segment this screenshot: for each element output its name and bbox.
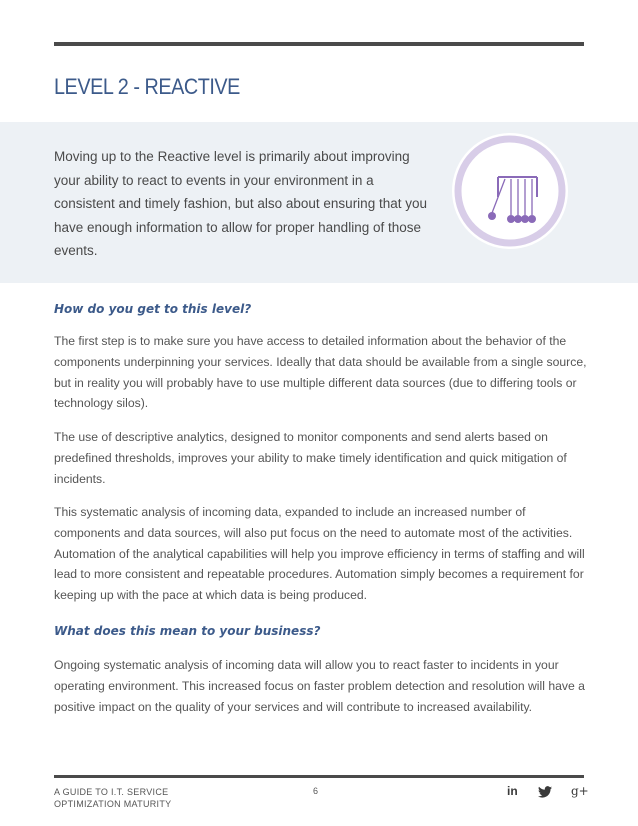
bottom-rule (54, 775, 584, 778)
footer-guide-title (54, 786, 171, 810)
footer-guide-line1: A GUIDE TO I.T. SERVICE (54, 787, 169, 797)
footer-guide-line2: OPTIMIZATION MATURITY (54, 799, 172, 809)
section-heading-business-meaning: What does this mean to your business? (54, 624, 321, 638)
linkedin-icon[interactable]: in (507, 784, 518, 798)
twitter-icon[interactable] (538, 786, 552, 802)
intro-text: Moving up to the Reactive level is primarily about improving your ability to react to events in your environment in a consistent and timely fashion, but also about ensuring that you have enough information to allow for proper handling of those events. (54, 149, 427, 259)
newtons-cradle-badge (452, 133, 568, 249)
paragraph: The use of descriptive analytics, designed to monitor components and send alerts based on predefined thresholds, improves your ability to make timely identification and quick mitigation of incidents. (54, 430, 567, 486)
newtons-cradle-icon (452, 133, 568, 249)
googleplus-icon[interactable]: g+ (571, 784, 589, 798)
page-title: LEVEL 2 - REACTIVE (54, 74, 240, 99)
paragraph: Ongoing systematic analysis of incoming data will allow you to react faster to incidents in your operating environment. This increased focus on faster problem detection and resolution will have a positive impact on the quality of your services and will contribute to increased availability. (54, 658, 585, 714)
paragraph: This systematic analysis of incoming data, expanded to include an increased number of components and data sources, will also put focus on the need to automate most of the activities. Automation of the analytical capabilities will help you improve efficiency in terms of staffing and will lead to more consistent and repeatable procedures. Automation simply becomes a requirement for keeping up with the pace at which data is being produced. (54, 505, 585, 603)
paragraph: The first step is to make sure you have access to detailed information about the behavior of the components underpinning your services. Ideally that data should be available from a single source, but in reality you will probably have to use multiple different data sources (due to differing tools or technology silos). (54, 334, 587, 411)
section-heading-get-to-level: How do you get to this level? (54, 302, 252, 316)
page-number: 6 (313, 786, 319, 796)
top-rule (54, 42, 584, 46)
